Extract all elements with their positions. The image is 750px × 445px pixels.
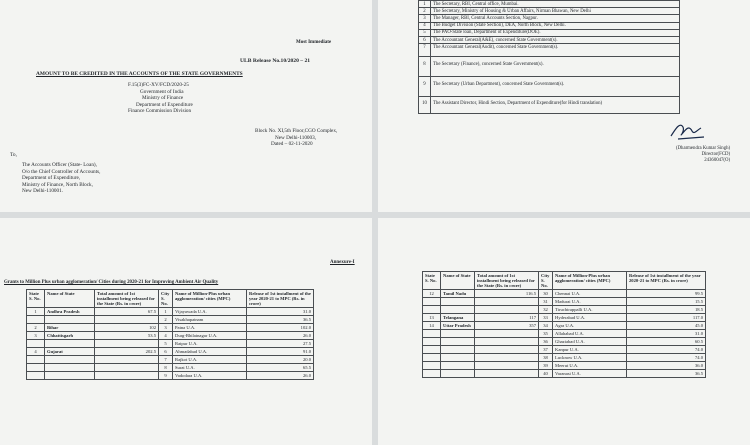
recipient-entry: The Secretary (Finance), concerned State Government(s). xyxy=(431,56,680,76)
col-header-city-no: City S. No. xyxy=(539,272,553,290)
cell-state-no: 14 xyxy=(423,322,441,330)
cell-city: Tiruchirappalli U.A. xyxy=(553,306,627,314)
cell-release: 26.0 xyxy=(247,332,314,340)
table-row xyxy=(423,362,706,370)
cell-city: Durg-Bhilainagar U.A. xyxy=(173,332,247,340)
recipient-line: The Accounts Officer (State- Loan), xyxy=(22,162,97,168)
table-row xyxy=(27,332,314,340)
cell-state: Andhra Pradesh xyxy=(45,308,95,316)
cell-amount xyxy=(475,346,539,354)
sender-line: Government of India xyxy=(140,88,184,95)
recipient-entry: The Secretary, Ministry of Housing & Urban Affairs, Nirman Bhawan, New Delhi xyxy=(431,8,680,15)
recipient-entry: The Secretary (Urban Department), concerned State Government(s). xyxy=(431,76,680,96)
cell-state: Telangana xyxy=(441,314,475,322)
recipient-entry: The Accountant General(Audit), concerned State Government(s). xyxy=(431,44,680,57)
cell-amount xyxy=(95,356,159,364)
cell-state xyxy=(441,354,475,362)
cell-amount: 53.5 xyxy=(95,332,159,340)
cell-state: Chhattisgarh xyxy=(45,332,95,340)
cell-city-no: 39 xyxy=(539,362,553,370)
cell-city-no: 36 xyxy=(539,338,553,346)
row-number: 2 xyxy=(419,8,431,15)
cell-state: Gujarat xyxy=(45,348,95,356)
cell-city: Vijayawada U.A. xyxy=(173,308,247,316)
cell-state-no xyxy=(27,316,45,324)
cell-release: 60.5 xyxy=(627,338,706,346)
row-number: 7 xyxy=(419,44,431,57)
cell-state xyxy=(441,346,475,354)
cell-state-no: 12 xyxy=(423,290,441,298)
cell-city-no: 1 xyxy=(159,308,173,316)
cell-release: 36.5 xyxy=(627,370,706,378)
table-row xyxy=(419,1,680,8)
letter-page xyxy=(0,0,372,212)
cell-state-no xyxy=(423,346,441,354)
cell-city-no: 31 xyxy=(539,298,553,306)
cell-amount xyxy=(95,340,159,348)
sender-block xyxy=(128,82,193,115)
release-number: ULB Release No.10/2020 – 21 xyxy=(240,58,311,64)
cell-state-no xyxy=(27,340,45,348)
table-row xyxy=(27,308,314,316)
cell-release: 18.5 xyxy=(627,306,706,314)
cell-state-no: 13 xyxy=(423,314,441,322)
table-row xyxy=(423,298,706,306)
table-header-row xyxy=(27,290,314,308)
col-header-amount: Total amount of 1st installment being released for the State (Rs. in crore) xyxy=(95,290,159,308)
cell-city: Ghaziabad U.A. xyxy=(553,338,627,346)
cell-release: 117.0 xyxy=(627,314,706,322)
cell-release: 36.0 xyxy=(627,362,706,370)
recipient-line: Ministry of Finance, North Block, xyxy=(22,181,93,188)
signatory-phone: 24360047(O) xyxy=(704,157,731,163)
cell-amount xyxy=(475,354,539,362)
cell-city-no: 7 xyxy=(159,356,173,364)
letter-subject: AMOUNT TO BE CREDITED IN THE ACCOUNTS OF THE STATE GOVERNMENTS xyxy=(36,71,243,77)
cell-state xyxy=(45,372,95,380)
cell-city-no: 37 xyxy=(539,346,553,354)
cell-state: Bihar xyxy=(45,324,95,332)
recipient-line: New Delhi-110001. xyxy=(22,188,64,194)
cell-state-no: 4 xyxy=(27,348,45,356)
table-row xyxy=(419,76,680,96)
cell-city: Varanasi U.A. xyxy=(553,370,627,378)
cell-city: Meerut U.A. xyxy=(553,362,627,370)
row-number: 5 xyxy=(419,29,431,36)
table-row xyxy=(423,306,706,314)
cell-city: Rajkot U.A. xyxy=(173,356,247,364)
cell-state-no: 2 xyxy=(27,324,45,332)
cell-release: 15.5 xyxy=(627,298,706,306)
row-number: 8 xyxy=(419,56,431,76)
table-row xyxy=(423,314,706,322)
grants-table-continued xyxy=(422,271,706,378)
cell-amount xyxy=(95,316,159,324)
cell-city-no: 9 xyxy=(159,372,173,380)
cell-amount: 102 xyxy=(95,324,159,332)
cell-release: 99.5 xyxy=(627,290,706,298)
cell-release: 20.0 xyxy=(247,356,314,364)
file-number: F.15(3)FC-XV/FCD/2020-25 xyxy=(128,82,189,88)
cell-city: Ahmadabad U.A. xyxy=(173,348,247,356)
col-header-release: Release of 1st installment of the year 2020-21 to MPC (Rs. in crore) xyxy=(627,272,706,290)
cell-state-no xyxy=(423,370,441,378)
cell-state xyxy=(441,362,475,370)
cell-city: Visakhapatnam xyxy=(173,316,247,324)
cell-release: 74.0 xyxy=(627,354,706,362)
cell-release: 74.0 xyxy=(627,346,706,354)
sender-line: Department of Expenditure xyxy=(136,101,193,108)
cell-city-no: 40 xyxy=(539,370,553,378)
cell-state-no xyxy=(27,372,45,380)
letter-date: Dated – 02-11-2020 xyxy=(271,141,313,147)
cell-state xyxy=(45,364,95,372)
cell-state xyxy=(441,298,475,306)
row-number: 4 xyxy=(419,22,431,29)
table-row xyxy=(27,324,314,332)
table-row xyxy=(27,340,314,348)
cell-state-no xyxy=(423,354,441,362)
recipient-block xyxy=(22,162,100,195)
table-row xyxy=(423,346,706,354)
cell-state xyxy=(441,370,475,378)
cell-amount xyxy=(95,364,159,372)
recipient-entry: The Budget Division (State Section), DEA, North Block, New Delhi. xyxy=(431,22,680,29)
recipient-line: O/o the Chief Controller of Accounts, xyxy=(22,168,101,175)
row-number: 6 xyxy=(419,36,431,43)
table-row xyxy=(27,364,314,372)
col-header-state: Name of State xyxy=(45,290,95,308)
office-address xyxy=(255,128,337,148)
table-row xyxy=(419,36,680,43)
col-header-state: Name of State xyxy=(441,272,475,290)
cell-state-no: 3 xyxy=(27,332,45,340)
cell-amount xyxy=(475,298,539,306)
cell-city-no: 32 xyxy=(539,306,553,314)
cell-city-no: 4 xyxy=(159,332,173,340)
cell-state xyxy=(45,340,95,348)
row-number: 10 xyxy=(419,96,431,113)
cell-amount xyxy=(475,338,539,346)
cell-release: 26.0 xyxy=(247,372,314,380)
cell-city-no: 30 xyxy=(539,290,553,298)
recipient-line: Department of Expenditure, xyxy=(22,175,81,181)
cell-state-no xyxy=(423,306,441,314)
table-row xyxy=(419,22,680,29)
cell-city-no: 5 xyxy=(159,340,173,348)
recipient-entry: The PAO-State loan, Department of Expenditure(DOE). xyxy=(431,29,680,36)
to-label: To, xyxy=(10,152,17,158)
table-row xyxy=(423,290,706,298)
col-header-amount: Total amount of 1st installment being released for the State (Rs. in crore) xyxy=(475,272,539,290)
table-row xyxy=(423,330,706,338)
cell-state xyxy=(441,330,475,338)
cell-state: Tamil Nadu xyxy=(441,290,475,298)
cell-state xyxy=(441,338,475,346)
table-row xyxy=(423,354,706,362)
cell-release: 31.0 xyxy=(247,308,314,316)
col-header-state-no: State S. No. xyxy=(27,290,45,308)
row-number: 9 xyxy=(419,76,431,96)
table-row xyxy=(419,96,680,113)
cell-release: 31.0 xyxy=(627,330,706,338)
cell-city: Chennai U.A. xyxy=(553,290,627,298)
col-header-state-no: State S. No. xyxy=(423,272,441,290)
signatory-name: (Dharmendra Kumar Singh) xyxy=(676,146,731,151)
table-row xyxy=(419,56,680,76)
cell-city: Vadodara U.A. xyxy=(173,372,247,380)
table-row xyxy=(423,370,706,378)
recipient-entry: The Assistant Director, Hindi Section, Department of Expenditure(for Hindi translation) xyxy=(431,96,680,113)
cell-state xyxy=(45,356,95,364)
cell-city-no: 8 xyxy=(159,364,173,372)
col-header-city: Name of Million-Plus urban agglomeration/ cities (MPC) xyxy=(173,290,247,308)
cell-state-no xyxy=(423,330,441,338)
distribution-table xyxy=(418,0,680,114)
cell-city: Kanpur U.A. xyxy=(553,346,627,354)
cell-city: Raipur U.A. xyxy=(173,340,247,348)
cell-city-no: 33 xyxy=(539,314,553,322)
table-row xyxy=(419,8,680,15)
annexure-title: Grants to Million Plus urban agglomeration/ Cities during 2020-21 for Improving Ambient Air Quality xyxy=(4,280,219,285)
col-header-release: Release of 1st installment of the year 2020-21 to MPC (Rs. in crore) xyxy=(247,290,314,308)
sender-line: Ministry of Finance xyxy=(142,95,184,101)
col-header-city: Name of Million-Plus urban agglomeration/ cities (MPC) xyxy=(553,272,627,290)
cell-release: 65.5 xyxy=(247,364,314,372)
cell-city-no: 38 xyxy=(539,354,553,362)
sender-line: Finance Commission Division xyxy=(128,108,192,114)
col-header-city-no: City S. No. xyxy=(159,290,173,308)
signature-mark xyxy=(668,118,708,144)
table-row xyxy=(423,322,706,330)
cell-city: Allahabad U.A. xyxy=(553,330,627,338)
table-row xyxy=(419,29,680,36)
recipient-entry: The Manager, RBI, Central Accounts Section, Nagpur. xyxy=(431,15,680,22)
cell-amount xyxy=(475,362,539,370)
cell-state-no xyxy=(27,364,45,372)
urgency-label: Most Immediate xyxy=(296,40,332,45)
cell-state xyxy=(441,306,475,314)
table-header-row xyxy=(423,272,706,290)
cell-amount xyxy=(475,306,539,314)
cell-city-no: 34 xyxy=(539,322,553,330)
cell-release: 27.5 xyxy=(247,340,314,348)
cell-release: 102.0 xyxy=(247,324,314,332)
cell-state-no xyxy=(423,362,441,370)
cell-city: Madurai U.A. xyxy=(553,298,627,306)
cell-city-no: 35 xyxy=(539,330,553,338)
cell-state: Uttar Pradesh xyxy=(441,322,475,330)
address-line: Block No. XI,5th Floor,CGO Complex, xyxy=(255,128,338,134)
cell-state-no: 1 xyxy=(27,308,45,316)
cell-amount xyxy=(95,372,159,380)
cell-amount: 202.5 xyxy=(95,348,159,356)
cell-state-no xyxy=(423,298,441,306)
cell-city-no: 3 xyxy=(159,324,173,332)
cell-amount xyxy=(475,370,539,378)
table-row xyxy=(419,44,680,57)
table-row xyxy=(27,348,314,356)
cell-amount xyxy=(475,330,539,338)
cell-city-no: 2 xyxy=(159,316,173,324)
recipient-entry: The Accountant General(A&E), concerned State Government(s). xyxy=(431,36,680,43)
cell-amount: 357 xyxy=(475,322,539,330)
cell-city: Surat U.A. xyxy=(173,364,247,372)
table-row xyxy=(419,15,680,22)
distribution-page xyxy=(378,0,750,212)
cell-city-no: 6 xyxy=(159,348,173,356)
annexure-page-1 xyxy=(0,218,372,445)
signatory-block xyxy=(676,146,730,164)
cell-amount: 117 xyxy=(475,314,539,322)
cell-city: Lucknow U.A. xyxy=(553,354,627,362)
cell-amount: 116.5 xyxy=(475,290,539,298)
table-row xyxy=(423,338,706,346)
cell-release: 36.5 xyxy=(247,316,314,324)
cell-release: 91.0 xyxy=(247,348,314,356)
annexure-label: Annexure-I xyxy=(330,260,355,265)
cell-state-no xyxy=(423,338,441,346)
table-row xyxy=(27,316,314,324)
cell-state xyxy=(45,316,95,324)
recipient-entry: The Secretary, RBI, Central office, Mumbai. xyxy=(431,1,680,8)
address-line: New Delhi-110003, xyxy=(275,134,317,141)
table-row xyxy=(27,372,314,380)
cell-state-no xyxy=(27,356,45,364)
grants-table xyxy=(26,289,314,380)
table-row xyxy=(27,356,314,364)
signatory-designation: Director(FCD) xyxy=(701,151,731,157)
cell-release: 45.0 xyxy=(627,322,706,330)
annexure-page-2 xyxy=(378,218,750,445)
cell-amount: 67.5 xyxy=(95,308,159,316)
row-number: 1 xyxy=(419,1,431,8)
cell-city: Patna U.A. xyxy=(173,324,247,332)
row-number: 3 xyxy=(419,15,431,22)
cell-city: Agra U.A. xyxy=(553,322,627,330)
cell-city: Hyderabad U.A. xyxy=(553,314,627,322)
